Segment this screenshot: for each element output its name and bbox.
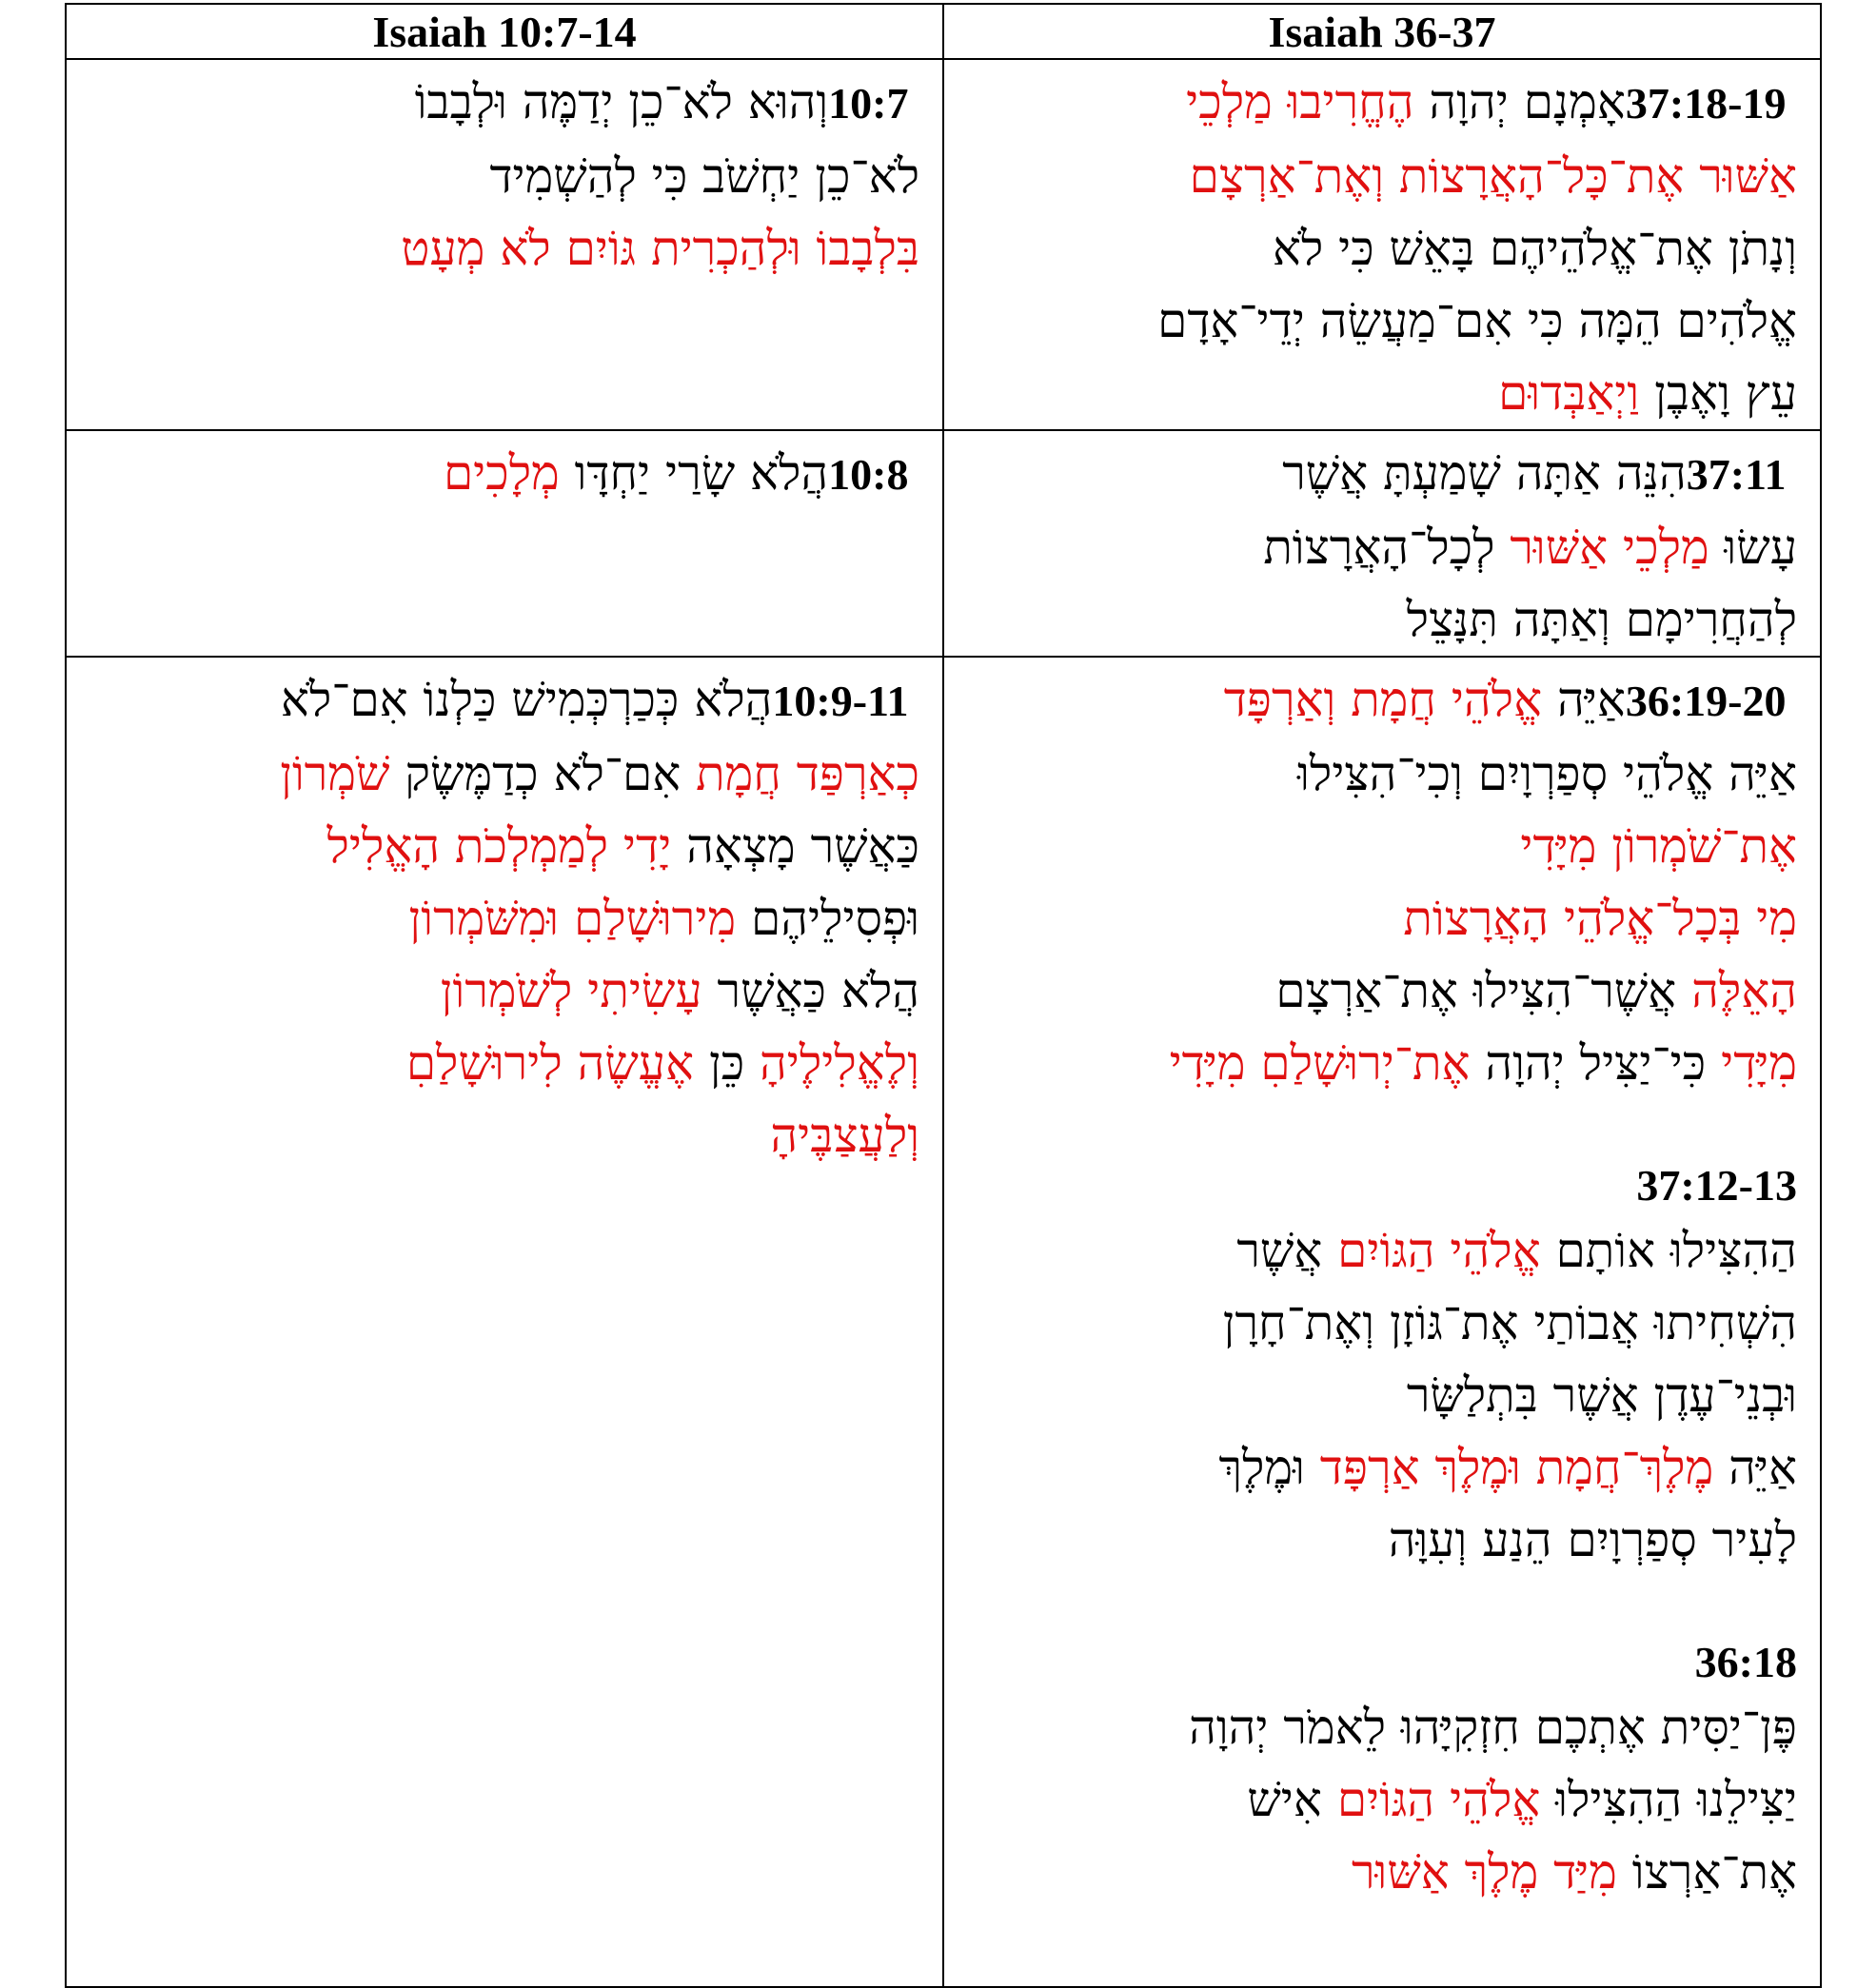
verse-text: אֶת־אַרְצוֹ [1616,1844,1797,1899]
highlighted-text: מִיַּד מֶלֶךְ אַשּׁוּר [1351,1844,1617,1899]
verse-line [89,1027,919,1099]
verse-line [89,955,919,1027]
verse-text: הֲלֹא כְּכַרְכְּמִישׁ כַּלְנוֹ אִם־לֹא [280,672,773,727]
header-left: Isaiah 10:7-14 [66,4,943,59]
cell-isaiah-37-11 [943,430,1821,657]
highlighted-text: בִּלְבָבוֹ וּלְהַכְרִית גּוֹיִם לֹא מְעָט [401,221,919,276]
verse-reference-text: 37:12-13 [1636,1161,1797,1210]
verse-line [967,1504,1797,1576]
verse-text: הֲלֹא כַּאֲשֶׁר [701,963,919,1018]
verse-line [967,357,1797,429]
verse-line [89,437,919,511]
verse-line [967,437,1797,511]
verse-line [89,140,919,212]
verse-line [967,1359,1797,1431]
highlighted-text: וַיְאַבְּדוּם [1498,365,1640,421]
verse-text: אִישׁ [1247,1772,1337,1827]
verse-text: וְנָתֹן אֶת־אֱלֹהֵיהֶם בָּאֵשׁ כִּי לֹא [1272,221,1797,276]
verse-line [967,1287,1797,1359]
verse-text: פֶּן־יַסִּית אֶתְכֶם חִזְקִיָּהוּ לֵאמֹר יְהוָה [1189,1700,1797,1755]
header-row [66,4,1821,59]
highlighted-text: אֱלֹהֵי הַגּוֹיִם [1336,1772,1541,1827]
highlighted-text: מַלְכֵי אַשּׁוּר [1510,520,1709,575]
verse-line [967,882,1797,955]
verse-line [967,955,1797,1027]
verse-text: כֵּן [694,1035,761,1091]
verse-text: כִּי־יַצִּיל יְהוָה [1470,1035,1722,1091]
cell-isaiah-36-37-parallels [943,657,1821,1987]
verse-reference [967,1633,1797,1691]
verse-line [89,212,919,285]
highlighted-text: כְאַרְפַּד חֲמָת [696,746,919,801]
highlighted-text: הֶחֱרִיבוּ מַלְכֵי [1186,74,1414,129]
verse-reference: 37:11 [1686,450,1797,499]
verse-reference: 37:18-19 [1625,79,1797,128]
verse-text: אֲשֶׁר־הִצִּילוּ אֶת־אַרְצָם [1275,963,1692,1018]
verse-line [967,663,1797,738]
highlighted-text: עָשִׂיתִי לְשֹׁמְרוֹן [440,963,702,1018]
verse-line [967,583,1797,656]
verse-reference-text: 36:18 [1694,1638,1797,1686]
verse-text: לָעִיר סְפַרְוָיִם הֵנַע וְעִוָּה [1388,1512,1797,1567]
verse-reference: 10:7 [828,79,919,128]
header-right: Isaiah 36-37 [943,4,1821,59]
verse-line [89,882,919,955]
verse-line [967,1027,1797,1099]
verse-reference: 10:8 [828,450,919,499]
verse-line [89,1099,919,1171]
verse-text: אַיֵּה אֱלֹהֵי סְפַרְוָיִם וְכִי־הִצִּילוּ [1297,746,1797,801]
verse-line [967,212,1797,285]
block-spacer [967,1099,1797,1156]
cell-isaiah-10-9-11 [66,657,943,1987]
highlighted-text: אֶעֱשֶׂה לִירוּשָׁלַםִ [405,1035,695,1091]
verse-line [967,1691,1797,1763]
verse-text: עֵץ וָאֶבֶן [1639,365,1797,421]
cell-isaiah-37-18-19 [943,59,1821,430]
highlighted-text: אֶת־שֹׁמְרוֹן מִיָּדִי [1520,818,1797,874]
highlighted-text: וְלַעֲצַבֶּיהָ [770,1108,919,1163]
table-row [66,430,1821,657]
verse-text: הֲלֹא שָׂרַי יַחְדָּו [559,445,829,501]
verse-text: וְהוּא לֹא־כֵן יְדַמֶּה וּלְבָבוֹ [414,74,829,129]
verse-line [967,511,1797,583]
verse-text: הִשְׁחִיתוּ אֲבוֹתַי אֶת־גּוֹזָן וְאֶת־חָרָן [1222,1295,1797,1350]
highlighted-text: מֶלֶךְ־חֲמָת וּמֶלֶךְ אַרְפָּד [1319,1440,1714,1495]
verse-line [967,285,1797,357]
verse-line [967,1431,1797,1504]
verse-text: אַיֵּה [1542,672,1626,727]
verse-line [967,810,1797,882]
highlighted-text: מְלָכִים [443,445,560,501]
verse-line [967,1214,1797,1287]
verse-text: עָשׂוּ [1709,520,1797,575]
verse-line [967,738,1797,810]
verse-text: אָמְנָם יְהוָה [1413,74,1626,129]
highlighted-text: מִירוּשָׁלַםִ וּמִשֹּׁמְרוֹן [408,891,737,946]
highlighted-text: וְלֶאֱלִילֶיהָ [760,1035,919,1091]
verse-text: וּבְנֵי־עֶדֶן אֲשֶׁר בִּתְלַשָּׂר [1406,1368,1797,1423]
verse-text: אִם־לֹא כְדַמֶּשֶׂק [389,746,697,801]
table-row [66,59,1821,430]
verse-text: וּפְסִילֵיהֶם [736,891,919,946]
highlighted-text: אֶת־יְרוּשָׁלַםִ מִיָּדִי [1169,1035,1471,1091]
block-spacer [967,1576,1797,1633]
verse-text: וּמֶלֶךְ [1218,1440,1320,1495]
verse-text: כַּאֲשֶׁר מָצְאָה [671,818,919,874]
verse-text: אֱלֹהִים הֵמָּה כִּי אִם־מַעֲשֵׂה יְדֵי־אָדָם [1157,293,1797,348]
verse-text: לְכָל־הָאֲרָצוֹת [1263,520,1511,575]
verse-line [89,66,919,140]
verse-text: אַיֵּה [1713,1440,1797,1495]
table-row [66,657,1821,1987]
highlighted-text: מִי בְּכָל־אֱלֹהֵי הָאֲרָצוֹת [1403,891,1797,946]
highlighted-text: אַשּׁוּר אֶת־כָּל־הָאֲרָצוֹת וְאֶת־אַרְצָם [1189,148,1797,204]
comparison-table [65,3,1822,1988]
verse-reference [967,1156,1797,1214]
verse-text: הַהִצִּילוּ אוֹתָם [1540,1223,1797,1278]
highlighted-text: יָדִי לְמַמְלְכֹת הָאֱלִיל [326,818,672,874]
verse-line [89,738,919,810]
highlighted-text: שֹׁמְרוֹן [280,746,390,801]
cell-isaiah-10-7 [66,59,943,430]
verse-text: הִנֵּה אַתָּה שָׁמַעְתָּ אֲשֶׁר [1282,445,1687,501]
verse-text: אֲשֶׁר [1236,1223,1338,1278]
verse-line [967,140,1797,212]
highlighted-text: אֱלֹהֵי חֲמָת וְאַרְפָּד [1223,672,1543,727]
verse-line [89,663,919,738]
cell-isaiah-10-8 [66,430,943,657]
verse-reference: 36:19-20 [1625,677,1797,725]
highlighted-text: מִיָּדִי [1721,1035,1797,1091]
verse-line [967,1836,1797,1908]
verse-line [967,66,1797,140]
highlighted-text: הָאֵלֶּה [1691,963,1797,1018]
verse-reference: 10:9-11 [772,677,919,725]
verse-text: יַצִּילֵנוּ הַהִצִּילוּ [1540,1772,1797,1827]
verse-line [89,810,919,882]
verse-text: לֹא־כֵן יַחְשֹׁב כִּי לְהַשְׁמִיד [489,148,919,204]
verse-line [967,1763,1797,1836]
highlighted-text: אֱלֹהֵי הַגּוֹיִם [1337,1223,1541,1278]
verse-text: לְהַחֲרִימָם וְאַתָּה תִּנָּצֵל [1406,592,1797,647]
